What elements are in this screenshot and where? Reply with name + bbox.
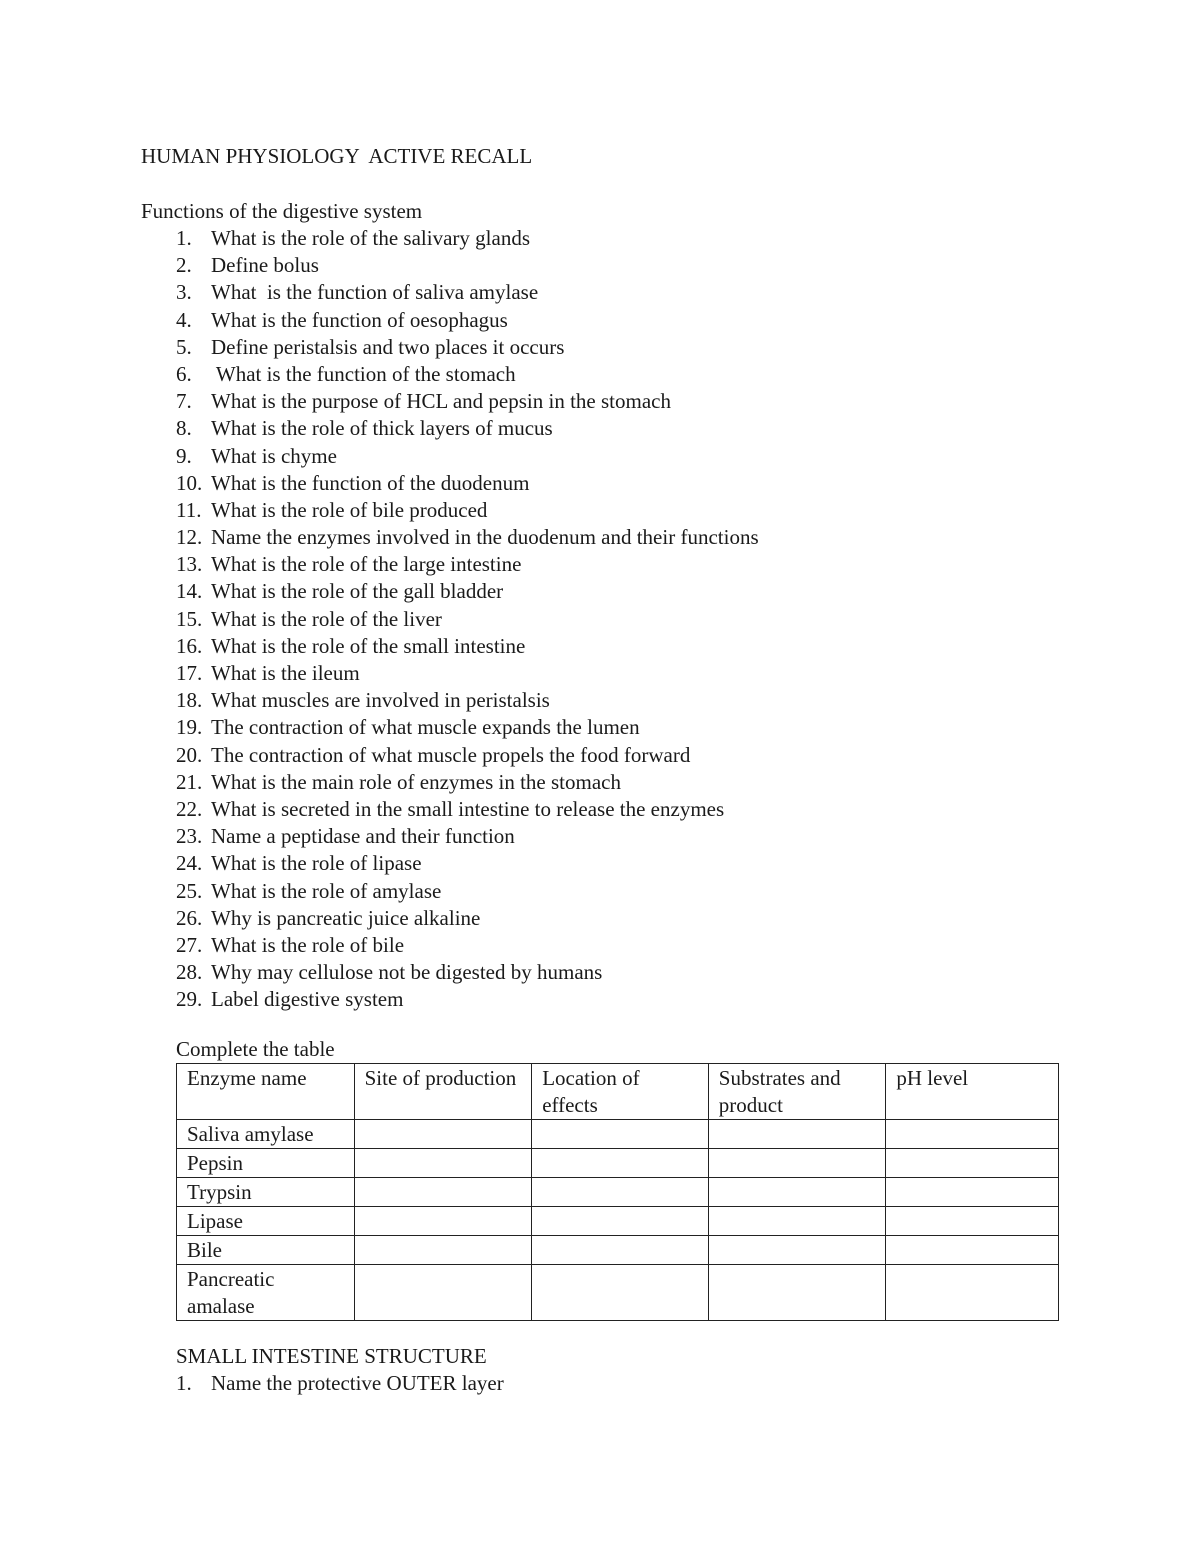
item-text: What is the role of the small intestine bbox=[211, 633, 526, 658]
item-text: What is the role of the large intestine bbox=[211, 552, 522, 577]
item-text: What is the role of amylase bbox=[211, 878, 442, 903]
item-number: 16. bbox=[176, 633, 203, 658]
blank-cell[interactable] bbox=[354, 1265, 532, 1321]
list-item bbox=[176, 524, 759, 551]
item-text: Name the protective OUTER layer bbox=[211, 1371, 504, 1395]
list-item bbox=[176, 823, 759, 850]
item-number: 26. bbox=[176, 905, 203, 930]
item-number: 21. bbox=[176, 769, 203, 794]
item-number: 6. bbox=[176, 361, 192, 386]
blank-cell[interactable] bbox=[532, 1178, 709, 1207]
blank-cell[interactable] bbox=[708, 1265, 886, 1321]
blank-cell[interactable] bbox=[532, 1236, 709, 1265]
list-item bbox=[176, 551, 759, 578]
column-header: Substrates and product bbox=[708, 1064, 886, 1120]
enzyme-name-cell: Pepsin bbox=[177, 1149, 355, 1178]
item-text: What is the role of bile produced bbox=[211, 497, 488, 522]
list-item bbox=[176, 606, 759, 633]
question-list bbox=[176, 225, 759, 1013]
item-number: 22. bbox=[176, 796, 203, 821]
item-number: 14. bbox=[176, 579, 203, 604]
item-text: Name the enzymes involved in the duodenum and their functions bbox=[211, 525, 759, 550]
list-item bbox=[176, 769, 759, 796]
list-item bbox=[176, 415, 759, 442]
item-number: 13. bbox=[176, 552, 203, 577]
blank-cell[interactable] bbox=[354, 1149, 532, 1178]
table-row bbox=[177, 1265, 1059, 1321]
list-item bbox=[176, 796, 759, 823]
list-item bbox=[176, 578, 759, 605]
item-text: What is the function of the stomach bbox=[211, 361, 516, 386]
structure-heading: SMALL INTESTINE STRUCTURE bbox=[176, 1344, 487, 1368]
column-header: Site of production bbox=[354, 1064, 532, 1120]
table-row bbox=[177, 1207, 1059, 1236]
blank-cell[interactable] bbox=[532, 1149, 709, 1178]
blank-cell[interactable] bbox=[354, 1120, 532, 1149]
item-text: What is chyme bbox=[211, 443, 337, 468]
list-item bbox=[176, 905, 759, 932]
blank-cell[interactable] bbox=[532, 1265, 709, 1321]
item-number: 4. bbox=[176, 307, 192, 332]
item-number: 29. bbox=[176, 987, 203, 1012]
table-row bbox=[177, 1149, 1059, 1178]
table-row bbox=[177, 1236, 1059, 1265]
enzyme-name-cell: Bile bbox=[177, 1236, 355, 1265]
enzyme-name-cell: Pancreatic amalase bbox=[177, 1265, 355, 1321]
list-item bbox=[176, 959, 759, 986]
blank-cell[interactable] bbox=[886, 1178, 1059, 1207]
item-text: What is the purpose of HCL and pepsin in the stomach bbox=[211, 389, 671, 414]
blank-cell[interactable] bbox=[886, 1120, 1059, 1149]
item-text: The contraction of what muscle expands the lumen bbox=[211, 715, 640, 740]
item-number: 3. bbox=[176, 280, 192, 305]
table-caption: Complete the table bbox=[176, 1037, 335, 1061]
list-item bbox=[176, 633, 759, 660]
item-number: 11. bbox=[176, 497, 202, 522]
enzyme-table bbox=[176, 1063, 1059, 1321]
item-number: 8. bbox=[176, 416, 192, 441]
list-item bbox=[176, 687, 759, 714]
item-text: What is the ileum bbox=[211, 661, 360, 685]
column-header: Enzyme name bbox=[177, 1064, 355, 1120]
item-number: 20. bbox=[176, 742, 203, 767]
item-text: Label digestive system bbox=[211, 987, 404, 1012]
blank-cell[interactable] bbox=[708, 1207, 886, 1236]
blank-cell[interactable] bbox=[532, 1207, 709, 1236]
section-heading: Functions of the digestive system bbox=[141, 199, 423, 223]
list-item bbox=[176, 714, 759, 741]
item-text: What is secreted in the small intestine to release the enzymes bbox=[211, 796, 725, 821]
blank-cell[interactable] bbox=[886, 1149, 1059, 1178]
item-text: What is the role of thick layers of mucus bbox=[211, 416, 553, 441]
blank-cell[interactable] bbox=[708, 1149, 886, 1178]
list-item bbox=[176, 878, 759, 905]
blank-cell[interactable] bbox=[886, 1265, 1059, 1321]
list-item bbox=[176, 361, 759, 388]
blank-cell[interactable] bbox=[354, 1207, 532, 1236]
list-item bbox=[176, 932, 759, 959]
item-number: 9. bbox=[176, 443, 192, 468]
item-number: 19. bbox=[176, 715, 203, 740]
blank-cell[interactable] bbox=[886, 1207, 1059, 1236]
item-number: 23. bbox=[176, 824, 203, 849]
list-item bbox=[176, 443, 759, 470]
item-text: What is the function of the duodenum bbox=[211, 470, 530, 495]
list-item bbox=[176, 986, 759, 1013]
blank-cell[interactable] bbox=[708, 1236, 886, 1265]
item-number: 2. bbox=[176, 253, 192, 278]
item-text: What is the function of saliva amylase bbox=[211, 280, 539, 305]
column-header: Location of effects bbox=[532, 1064, 709, 1120]
blank-cell[interactable] bbox=[532, 1120, 709, 1149]
list-item bbox=[176, 497, 759, 524]
list-item bbox=[176, 470, 759, 497]
item-number: 17. bbox=[176, 661, 203, 685]
item-text: The contraction of what muscle propels the food forward bbox=[211, 742, 691, 767]
item-number: 5. bbox=[176, 334, 192, 359]
item-number: 15. bbox=[176, 606, 203, 631]
item-text: What is the function of oesophagus bbox=[211, 307, 508, 332]
item-number: 25. bbox=[176, 878, 203, 903]
list-item bbox=[176, 388, 759, 415]
item-number: 12. bbox=[176, 525, 203, 550]
item-text: What is the role of the salivary glands bbox=[211, 226, 530, 250]
item-text: Define peristalsis and two places it occurs bbox=[211, 334, 565, 359]
list-item bbox=[176, 225, 759, 252]
item-number: 18. bbox=[176, 688, 203, 713]
blank-cell[interactable] bbox=[354, 1178, 532, 1207]
list-item bbox=[176, 334, 759, 361]
item-number: 1. bbox=[176, 226, 192, 250]
item-number: 7. bbox=[176, 389, 192, 414]
list-item bbox=[176, 742, 759, 769]
enzyme-name-cell: Lipase bbox=[177, 1207, 355, 1236]
item-number: 28. bbox=[176, 960, 203, 985]
page-title: HUMAN PHYSIOLOGY ACTIVE RECALL bbox=[141, 144, 533, 168]
blank-cell[interactable] bbox=[886, 1236, 1059, 1265]
enzyme-name-cell: Saliva amylase bbox=[177, 1120, 355, 1149]
list-item bbox=[176, 1370, 504, 1397]
item-number: 10. bbox=[176, 470, 203, 495]
list-item bbox=[176, 307, 759, 334]
item-number: 1. bbox=[176, 1371, 192, 1395]
item-number: 27. bbox=[176, 932, 203, 957]
list-item bbox=[176, 660, 759, 687]
item-text: What is the main role of enzymes in the stomach bbox=[211, 769, 621, 794]
item-text: Why may cellulose not be digested by humans bbox=[211, 960, 603, 985]
item-text: Why is pancreatic juice alkaline bbox=[211, 905, 481, 930]
table-header-row bbox=[177, 1064, 1059, 1120]
item-text: What is the role of bile bbox=[211, 932, 405, 957]
item-text: What muscles are involved in peristalsis bbox=[211, 688, 550, 713]
list-item bbox=[176, 850, 759, 877]
blank-cell[interactable] bbox=[354, 1236, 532, 1265]
column-header: pH level bbox=[886, 1064, 1059, 1120]
item-text: Define bolus bbox=[211, 253, 319, 278]
table-row bbox=[177, 1120, 1059, 1149]
list-item bbox=[176, 279, 759, 306]
item-text: Name a peptidase and their function bbox=[211, 824, 515, 849]
blank-cell[interactable] bbox=[708, 1178, 886, 1207]
blank-cell[interactable] bbox=[708, 1120, 886, 1149]
item-number: 24. bbox=[176, 851, 203, 876]
enzyme-name-cell: Trypsin bbox=[177, 1178, 355, 1207]
item-text: What is the role of the gall bladder bbox=[211, 579, 504, 604]
list-item bbox=[176, 252, 759, 279]
item-text: What is the role of the liver bbox=[211, 606, 442, 631]
table-row bbox=[177, 1178, 1059, 1207]
item-text: What is the role of lipase bbox=[211, 851, 422, 876]
